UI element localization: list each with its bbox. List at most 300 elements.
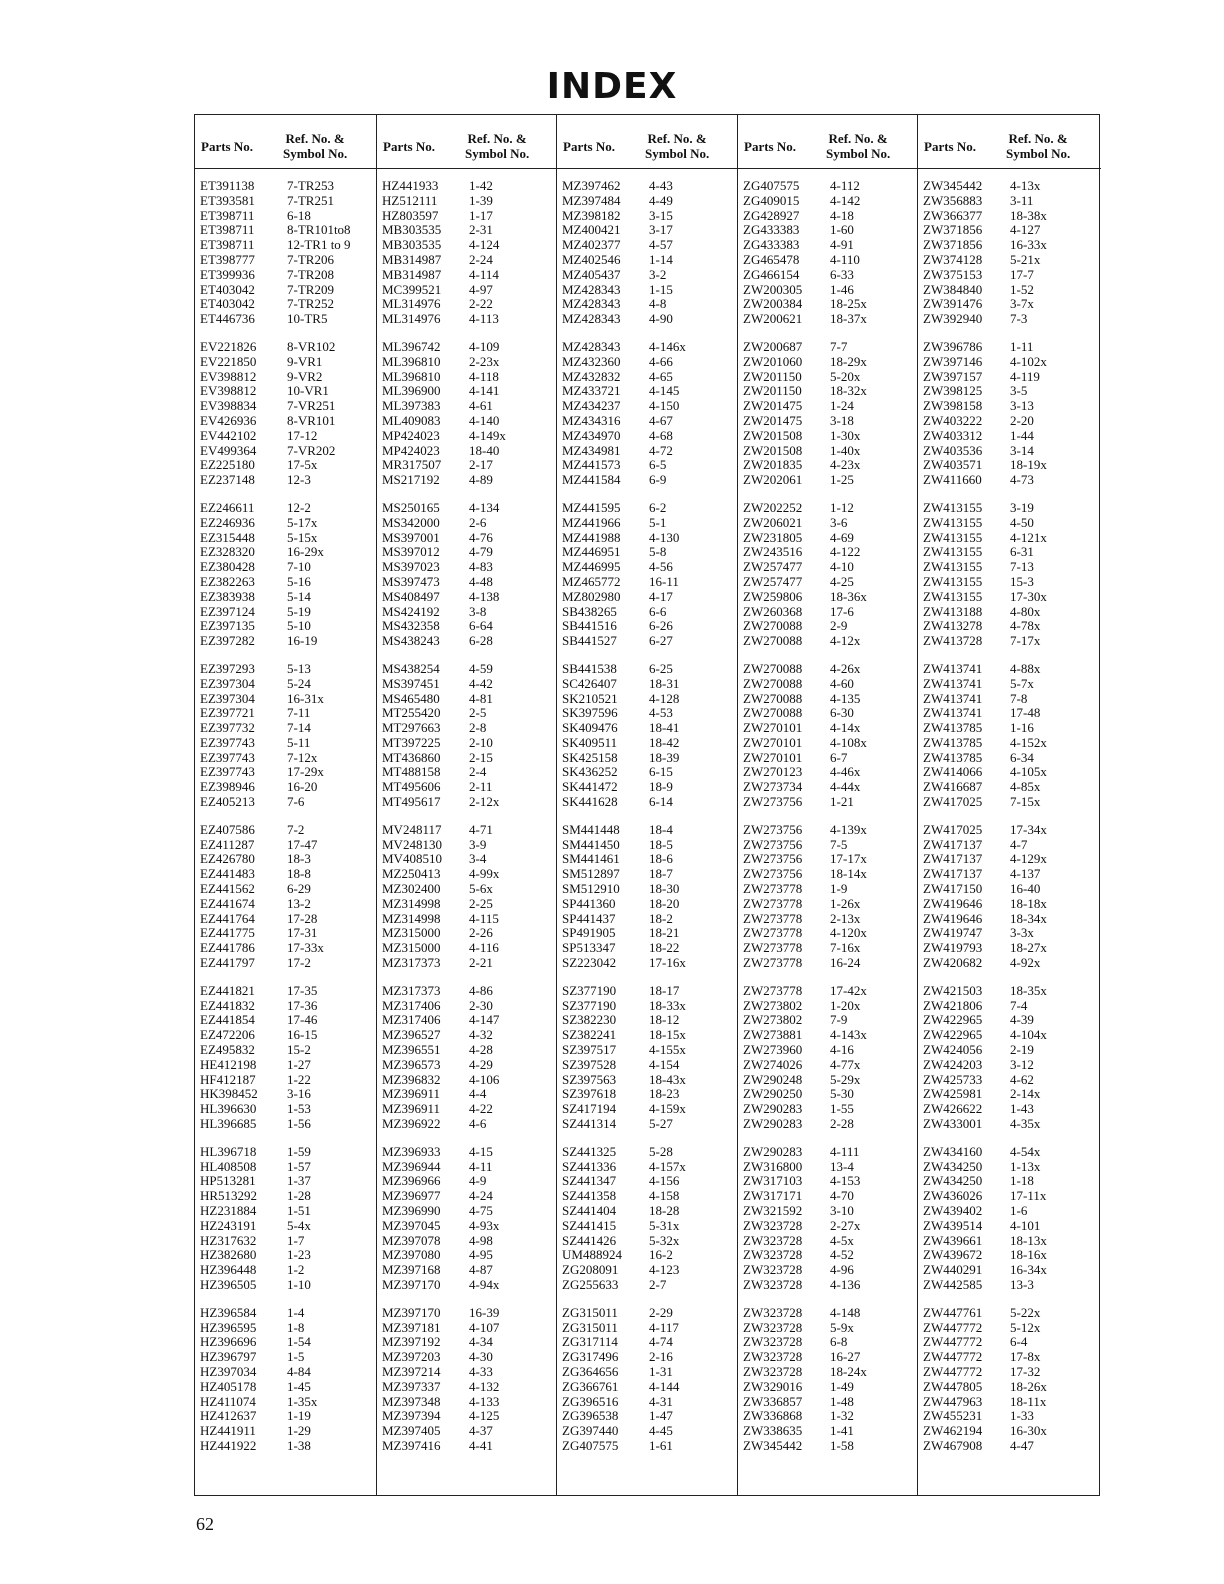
index-entry — [382, 736, 554, 751]
ref-symbol-number: 4-116 — [469, 940, 499, 956]
index-entry — [743, 1424, 915, 1439]
part-number: HR513292 — [200, 1188, 258, 1204]
ref-symbol-number: 7-TR209 — [287, 281, 334, 297]
ref-symbol-number: 4-41 — [469, 1437, 493, 1453]
ref-symbol-number: 4-94x — [469, 1276, 500, 1292]
ref-symbol-number: 4-145 — [649, 383, 680, 399]
index-entry — [743, 692, 915, 707]
ref-symbol-number: 4-53 — [649, 705, 673, 721]
part-number: MZ397214 — [382, 1363, 441, 1379]
part-number: ZW323728 — [743, 1319, 803, 1335]
part-number: EZ382263 — [200, 573, 255, 589]
part-number: ZW392940 — [923, 311, 983, 327]
index-entry — [923, 1028, 1099, 1043]
index-entry — [382, 852, 554, 867]
index-entry — [382, 605, 554, 620]
ref-symbol-number: 18-18x — [1010, 895, 1047, 911]
ref-symbol-number: 5-17x — [287, 514, 318, 530]
part-number: MZ317406 — [382, 997, 441, 1013]
index-entry — [743, 370, 915, 385]
index-entry — [200, 1219, 374, 1234]
part-number: MS397473 — [382, 573, 440, 589]
part-number: ZW273756 — [743, 866, 803, 882]
ref-symbol-number: 17-35 — [287, 982, 318, 998]
ref-no-header — [465, 131, 529, 161]
ref-symbol-number: 2-12x — [469, 794, 500, 810]
part-number: ZW447805 — [923, 1378, 983, 1394]
part-number: ZW273802 — [743, 997, 803, 1013]
ref-symbol-number: 18-11x — [1010, 1393, 1047, 1409]
entry-group — [562, 179, 735, 327]
index-entry — [200, 1409, 374, 1424]
ref-symbol-number: 4-83 — [469, 559, 493, 575]
part-number: ZW371856 — [923, 237, 983, 253]
ref-symbol-number: 4-132 — [469, 1378, 500, 1394]
part-number: ZW413785 — [923, 734, 983, 750]
index-entry — [382, 1174, 554, 1189]
ref-symbol-number: 5-13 — [287, 660, 311, 676]
part-number: MZ434970 — [562, 427, 621, 443]
ref-symbol-number: 4-121x — [1010, 529, 1047, 545]
index-entry — [200, 1263, 374, 1278]
ref-symbol-number: 4-124 — [469, 237, 500, 253]
part-number: ZW398158 — [923, 398, 983, 414]
part-number: ZW345442 — [923, 178, 983, 193]
part-number: ZW273778 — [743, 925, 803, 941]
index-entry — [200, 355, 374, 370]
index-entry — [743, 444, 915, 459]
index-entry — [562, 1028, 735, 1043]
part-number: MC399521 — [382, 281, 442, 297]
index-entry — [923, 634, 1099, 649]
part-number: ET399936 — [200, 266, 255, 282]
part-number: ZW200305 — [743, 281, 803, 297]
index-entry — [382, 238, 554, 253]
ref-symbol-number: 4-139x — [830, 821, 867, 837]
index-entry — [382, 1058, 554, 1073]
index-entry — [200, 223, 374, 238]
ref-symbol-number: 2-21 — [469, 955, 493, 971]
index-entry — [562, 721, 735, 736]
index-entry — [743, 297, 915, 312]
ref-symbol-number: 3-7x — [1010, 296, 1034, 312]
index-entry — [382, 956, 554, 971]
ref-symbol-number: 16-33x — [1010, 237, 1047, 253]
ref-symbol-number: 5-8 — [649, 544, 667, 560]
index-entry — [382, 223, 554, 238]
ref-symbol-number: 1-17 — [469, 207, 493, 223]
ref-symbol-number: 4-90 — [649, 311, 673, 327]
ref-symbol-number: 2-9 — [830, 618, 848, 634]
ref-symbol-number: 1-53 — [287, 1101, 311, 1117]
part-number: ML409083 — [382, 412, 441, 428]
index-entry — [923, 926, 1099, 941]
part-number: ZW417025 — [923, 821, 983, 837]
ref-symbol-number: 1-16 — [1010, 720, 1034, 736]
index-entry — [743, 253, 915, 268]
index-entry — [382, 1321, 554, 1336]
part-number: ZW374128 — [923, 251, 983, 267]
index-entry — [200, 692, 374, 707]
index-entry — [743, 941, 915, 956]
page-number: 62 — [196, 1514, 214, 1534]
index-entry — [382, 662, 554, 677]
index-entry — [382, 867, 554, 882]
part-number: MZ441988 — [562, 529, 621, 545]
part-number: ZW323728 — [743, 1276, 803, 1292]
part-number: ZG315011 — [562, 1304, 618, 1320]
ref-symbol-number: 4-18 — [830, 207, 854, 223]
index-entry — [382, 1189, 554, 1204]
ref-symbol-number: 3-8 — [469, 603, 487, 619]
index-entry — [382, 1350, 554, 1365]
part-number: MV248117 — [382, 821, 442, 837]
part-number: ET403042 — [200, 281, 255, 297]
part-number: SZ441347 — [562, 1173, 617, 1189]
index-entry — [743, 1204, 915, 1219]
index-entry — [562, 662, 735, 677]
index-column — [195, 115, 377, 1495]
index-entry — [743, 1321, 915, 1336]
part-number: ZG366761 — [562, 1378, 619, 1394]
ref-symbol-number: 4-114 — [469, 266, 499, 282]
part-number: HZ396696 — [200, 1334, 257, 1350]
index-entry — [743, 1013, 915, 1028]
part-number: ZW323728 — [743, 1363, 803, 1379]
index-entry — [923, 706, 1099, 721]
index-entry — [923, 458, 1099, 473]
part-number: EZ411287 — [200, 836, 255, 852]
part-number: MZ397078 — [382, 1232, 441, 1248]
part-number: MZ396551 — [382, 1042, 441, 1058]
ref-symbol-number: 4-66 — [649, 353, 673, 369]
part-number: ZW201475 — [743, 412, 803, 428]
part-number: SZ397528 — [562, 1056, 617, 1072]
ref-symbol-number: 18-31 — [649, 675, 680, 691]
index-entry — [743, 414, 915, 429]
index-entry — [743, 1145, 915, 1160]
part-number: EZ495832 — [200, 1042, 255, 1058]
ref-symbol-number: 4-59 — [469, 660, 493, 676]
ref-symbol-number: 1-27 — [287, 1056, 311, 1072]
index-entry — [562, 751, 735, 766]
part-number: EZ237148 — [200, 472, 255, 488]
index-entry — [743, 473, 915, 488]
ref-symbol-number: 4-28 — [469, 1042, 493, 1058]
entry-group — [923, 179, 1099, 327]
part-number: MZ441584 — [562, 472, 621, 488]
index-entry — [562, 253, 735, 268]
ref-symbol-number: 17-8x — [1010, 1349, 1041, 1365]
ref-symbol-number: 4-61 — [469, 398, 493, 414]
ref-symbol-number: 1-29 — [287, 1423, 311, 1439]
ref-symbol-number: 2-4 — [469, 764, 487, 780]
part-number: SZ377190 — [562, 997, 617, 1013]
index-entry — [743, 1160, 915, 1175]
part-number: ZW424203 — [923, 1056, 983, 1072]
part-number: MS438254 — [382, 660, 440, 676]
entry-group — [200, 1145, 374, 1293]
part-number: EZ407586 — [200, 821, 255, 837]
index-entry — [743, 795, 915, 810]
part-number: SZ382241 — [562, 1027, 617, 1043]
part-number: EZ441821 — [200, 982, 255, 998]
index-entry — [200, 209, 374, 224]
index-entry — [923, 473, 1099, 488]
part-number: MZ396990 — [382, 1203, 441, 1218]
ref-symbol-number: 5-11 — [287, 734, 311, 750]
part-number: ZW270101 — [743, 734, 803, 750]
ref-symbol-number: 18-21 — [649, 925, 680, 941]
ref-symbol-number: 4-60 — [830, 675, 854, 691]
ref-symbol-number: 2-15 — [469, 749, 493, 765]
ref-symbol-number: 5-32x — [649, 1232, 680, 1248]
index-entry — [200, 370, 374, 385]
index-entry — [382, 1117, 554, 1132]
ref-symbol-number: 4-71 — [469, 821, 493, 837]
part-number: ZW290283 — [743, 1143, 803, 1159]
part-number: ZG409015 — [743, 192, 800, 208]
ref-symbol-number: 7-7 — [830, 338, 848, 354]
index-entry — [743, 736, 915, 751]
ref-symbol-number: 18-40 — [469, 442, 500, 458]
index-entry — [923, 370, 1099, 385]
index-entry — [562, 912, 735, 927]
index-entry — [562, 882, 735, 897]
ref-symbol-number: 2-24 — [469, 251, 493, 267]
ref-symbol-number: 18-30 — [649, 881, 680, 897]
ref-symbol-number: 1-24 — [830, 398, 854, 414]
ref-symbol-number: 12-3 — [287, 472, 311, 488]
index-entry — [562, 692, 735, 707]
ref-symbol-number: 2-22 — [469, 296, 493, 312]
index-entry — [743, 355, 915, 370]
part-number: ZW398125 — [923, 383, 983, 399]
index-column — [557, 115, 738, 1495]
index-entry — [562, 1073, 735, 1088]
index-entry — [923, 736, 1099, 751]
part-number: MS217192 — [382, 472, 440, 488]
index-entry — [743, 194, 915, 209]
part-number: ET393581 — [200, 192, 255, 208]
ref-symbol-number: 2-6 — [469, 514, 487, 530]
ref-symbol-number: 8-VR101 — [287, 412, 336, 428]
ref-symbol-number: 3-4 — [469, 851, 487, 867]
ref-symbol-number: 4-149x — [469, 427, 506, 443]
ref-symbol-number: 17-7 — [1010, 266, 1034, 282]
column-header — [738, 115, 917, 169]
ref-symbol-number: 4-30 — [469, 1349, 493, 1365]
part-number: HZ231884 — [200, 1203, 257, 1218]
ref-symbol-number: 7-8 — [1010, 690, 1028, 706]
part-number: ML396900 — [382, 383, 441, 399]
ref-symbol-number: 5-4x — [287, 1217, 311, 1233]
index-entry — [743, 605, 915, 620]
index-entry — [743, 179, 915, 194]
ref-symbol-number: 17-32 — [1010, 1363, 1041, 1379]
part-number: SZ397563 — [562, 1071, 617, 1087]
part-number: MS424192 — [382, 603, 440, 619]
ref-symbol-number: 1-43 — [1010, 1101, 1034, 1117]
index-entry — [562, 1439, 735, 1454]
ref-symbol-number: 18-20 — [649, 895, 680, 911]
part-number: EZ426780 — [200, 851, 255, 867]
ref-symbol-number: 17-29x — [287, 764, 324, 780]
ref-symbol-number: 18-38x — [1010, 207, 1047, 223]
ref-symbol-number: 15-3 — [1010, 573, 1034, 589]
index-entry — [382, 355, 554, 370]
ref-symbol-number: 1-57 — [287, 1158, 311, 1174]
part-number: MZ315000 — [382, 940, 441, 956]
ref-symbol-number: 4-23x — [830, 457, 861, 473]
index-entry — [382, 1204, 554, 1219]
ref-symbol-number: 4-56 — [649, 559, 673, 575]
part-number: MZ400421 — [562, 222, 621, 238]
part-number: HZ396595 — [200, 1319, 257, 1335]
index-entry — [382, 384, 554, 399]
part-number: ZW270101 — [743, 749, 803, 765]
part-number: MR317507 — [382, 457, 442, 473]
ref-symbol-number: 18-5 — [649, 836, 673, 852]
ref-symbol-number: 4-137 — [1010, 866, 1041, 882]
part-number: MZ441573 — [562, 457, 621, 473]
index-entry — [743, 545, 915, 560]
column-header — [195, 115, 376, 169]
part-number: ET398711 — [200, 207, 255, 223]
index-entry — [923, 223, 1099, 238]
index-entry — [200, 253, 374, 268]
index-entry — [923, 1102, 1099, 1117]
part-number: ZW440291 — [923, 1262, 983, 1278]
part-number: HZ803597 — [382, 207, 439, 223]
index-entry — [382, 882, 554, 897]
ref-symbol-number: 5-30 — [830, 1086, 854, 1102]
index-entry — [743, 238, 915, 253]
index-entry — [562, 429, 735, 444]
part-number: EZ315448 — [200, 529, 255, 545]
part-number: EZ472206 — [200, 1027, 255, 1043]
index-entry — [200, 531, 374, 546]
part-number: ZW426622 — [923, 1101, 983, 1117]
part-number: ZW270088 — [743, 690, 803, 706]
part-number: ZW345442 — [743, 1437, 803, 1453]
ref-symbol-number: 7-15x — [1010, 794, 1041, 810]
index-entry — [382, 297, 554, 312]
part-number: MB303535 — [382, 237, 442, 253]
part-number: ET398711 — [200, 222, 255, 238]
part-number: MZ396527 — [382, 1027, 441, 1043]
ref-symbol-number: 17-2 — [287, 955, 311, 971]
part-number: HZ405178 — [200, 1378, 257, 1394]
index-entry — [743, 458, 915, 473]
part-number: EV221850 — [200, 353, 257, 369]
entry-group — [743, 823, 915, 971]
ref-symbol-number: 4-46x — [830, 764, 861, 780]
ref-symbol-number: 1-35x — [287, 1393, 318, 1409]
ref-symbol-number: 4-112 — [830, 178, 860, 193]
index-entry — [200, 384, 374, 399]
part-number: ZW411660 — [923, 472, 982, 488]
part-number: ZW396786 — [923, 338, 983, 354]
ref-symbol-number: 4-52 — [830, 1247, 854, 1263]
index-entry — [743, 501, 915, 516]
ref-symbol-number: 4-62 — [1010, 1071, 1034, 1087]
ref-symbol-number: 4-37 — [469, 1423, 493, 1439]
ref-symbol-number: 4-111 — [830, 1143, 860, 1159]
part-number: MZ314998 — [382, 895, 441, 911]
index-column — [738, 115, 918, 1495]
index-entry — [200, 751, 374, 766]
ref-symbol-number: 5-14 — [287, 588, 311, 604]
index-entry — [743, 1043, 915, 1058]
index-entry — [923, 560, 1099, 575]
ref-symbol-number: 4-138 — [469, 588, 500, 604]
part-number: ZW434250 — [923, 1173, 983, 1189]
ref-symbol-number: 1-19 — [287, 1408, 311, 1424]
ref-symbol-number: 18-33x — [649, 997, 686, 1013]
ref-symbol-number: 4-158 — [649, 1188, 680, 1204]
index-entry — [923, 852, 1099, 867]
ref-symbol-number: 18-17 — [649, 982, 680, 998]
index-entry — [382, 823, 554, 838]
part-number: EZ441786 — [200, 940, 255, 956]
part-number: MZ317406 — [382, 1012, 441, 1028]
index-entry — [382, 1028, 554, 1043]
ref-symbol-number: 17-16x — [649, 955, 686, 971]
ref-symbol-number: 16-15 — [287, 1027, 318, 1043]
part-number: ZW419793 — [923, 940, 983, 956]
ref-symbol-number: 6-7 — [830, 749, 848, 765]
index-entry — [200, 1087, 374, 1102]
index-entry — [562, 209, 735, 224]
part-number: SK441472 — [562, 779, 618, 795]
part-number: MZ397416 — [382, 1437, 441, 1453]
ref-symbol-number: 1-15 — [649, 281, 673, 297]
index-entry — [382, 765, 554, 780]
index-entry — [743, 838, 915, 853]
part-number: ZW338635 — [743, 1423, 803, 1439]
part-number: HZ512111 — [382, 192, 438, 208]
entry-group — [200, 984, 374, 1132]
ref-symbol-number: 4-108x — [830, 734, 867, 750]
index-entry — [200, 268, 374, 283]
part-number: ZW273881 — [743, 1027, 803, 1043]
part-number: ZW273756 — [743, 821, 803, 837]
part-number: EZ397293 — [200, 660, 255, 676]
part-number: SZ397517 — [562, 1042, 617, 1058]
ref-symbol-number: 18-12 — [649, 1012, 680, 1028]
part-number: ZW434250 — [923, 1158, 983, 1174]
index-entry — [382, 634, 554, 649]
ref-header-line1: Ref. No. & — [467, 131, 527, 146]
index-entry — [923, 1380, 1099, 1395]
ref-symbol-number: 4-96 — [830, 1262, 854, 1278]
index-entry — [382, 283, 554, 298]
index-entry — [923, 1234, 1099, 1249]
index-entry — [200, 1043, 374, 1058]
part-number: ZW413155 — [923, 514, 983, 530]
part-number: MS397451 — [382, 675, 440, 691]
ref-symbol-number: 4-5x — [830, 1232, 854, 1248]
part-number: MT495617 — [382, 794, 441, 810]
part-number: MZ397192 — [382, 1334, 441, 1350]
entry-group — [743, 984, 915, 1132]
part-number: ZW413155 — [923, 499, 983, 515]
index-entry — [200, 545, 374, 560]
ref-symbol-number: 16-11 — [649, 573, 679, 589]
page-title: INDEX — [546, 66, 678, 107]
part-number: MZ396832 — [382, 1071, 441, 1087]
